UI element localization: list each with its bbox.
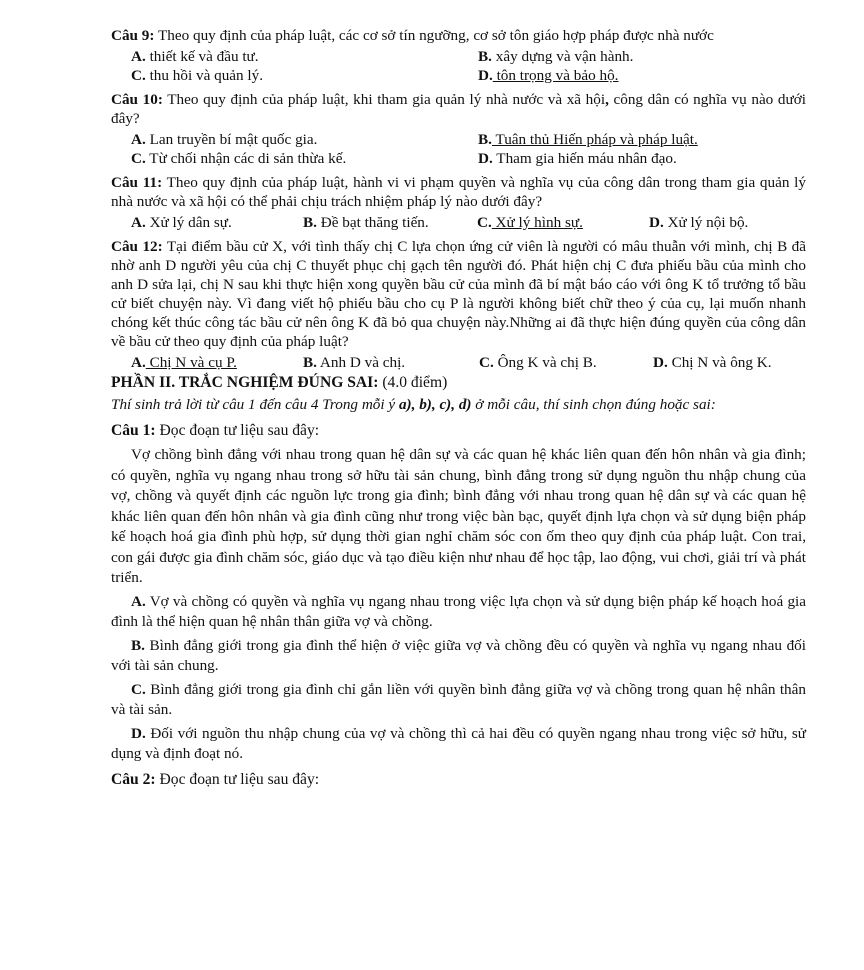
option-text: Xử lý hình sự. (491, 214, 583, 231)
question-10-text-2: công dân có nghĩa vụ nào dưới đây? (111, 91, 806, 127)
option-text: Tham gia hiến máu nhân đạo. (492, 150, 677, 167)
option-key: A. (131, 214, 146, 231)
question-9-text: Theo quy định của pháp luật, các cơ sở tín ngưỡng, cơ sở tôn giáo hợp pháp được nhà nước (154, 27, 714, 44)
instr-text-b: a), b), c), d) (398, 396, 472, 413)
q12-option-b[interactable] (303, 353, 479, 372)
option-text: Lan truyền bí mật quốc gia. (145, 131, 318, 148)
tf-question-1-text: Đọc đoạn tư liệu sau đây: (155, 422, 320, 439)
q11-option-a[interactable] (131, 213, 303, 232)
tf-question-1-label: Câu 1: (111, 422, 156, 439)
tf-question-1-heading (111, 421, 806, 441)
q11-option-b[interactable] (303, 213, 477, 232)
option-key: C. (131, 150, 146, 167)
tf-question-2-heading (111, 770, 806, 790)
option-text: Ông K và chị B. (493, 354, 597, 371)
option-key: C. (479, 354, 494, 371)
statement-text: Bình đẳng giới trong gia đình thể hiện ở việc giữa vợ và chồng đều có quyền và nghĩa vụ ngang nhau đối với tài sản chung. (111, 636, 806, 674)
question-12-options (111, 353, 806, 372)
option-text: Chị N và ông K. (667, 354, 772, 371)
option-text: thu hồi và quản lý. (145, 67, 264, 84)
option-key: B. (303, 354, 317, 371)
option-text: Xử lý dân sự. (145, 214, 232, 231)
option-key: A. (131, 354, 146, 371)
statement-text: Bình đẳng giới trong gia đình chỉ gắn liền với quyền bình đẳng giữa vợ và chồng trong quan hệ nhân thân và tài sản. (111, 680, 806, 718)
q12-option-c[interactable] (479, 353, 653, 372)
part-2-instructions (111, 395, 806, 415)
exam-page (111, 26, 806, 790)
option-text: thiết kế và đầu tư. (145, 48, 259, 65)
option-key: D. (478, 67, 493, 84)
statement-text: Vợ và chồng có quyền và nghĩa vụ ngang nhau trong việc lựa chọn và sử dụng biện pháp kế hoạch hoá gia đình là thể hiện quan hệ nhân thân giữa vợ và chồng. (111, 592, 806, 630)
question-12-text: Tại điểm bầu cử X, với tình thấy chị C lựa chọn ứng cử viên là người có mâu thuẫn với mình, chị B đã nhờ anh D người yêu của chị C thuyết phục chị gạch tên người đó. Phát hiện chị C đưa phiếu bầu của mình cho anh D sửa lại, chị N sau khi thực hiện xong quyền bầu cử của mình đã bí mật báo cáo với ông K tổ trưởng tổ bầu cử biết chuyện này. Vì đang viết hộ phiếu bầu cho cụ P là người không biết chữ theo ý của cụ, lại muốn nhanh chóng kết thúc công tác bầu cử nên ông K đã bỏ qua chuyện này.Những ai đã thực hiện đúng quyền của công dân về bầu cử theo quy định của pháp luật? (111, 238, 806, 350)
option-key: B. (478, 131, 492, 148)
statement-key: D. (131, 724, 146, 742)
q11-option-d[interactable] (649, 213, 748, 232)
question-10-options (111, 130, 806, 168)
question-11-label: Câu 11: (111, 174, 163, 191)
part-2-title: PHẦN II. TRẮC NGHIỆM ĐÚNG SAI: (111, 374, 379, 391)
question-10-comma: , (605, 91, 609, 108)
tf-question-1-passage: Vợ chồng bình đẳng với nhau trong quan hệ dân sự và các quan hệ khác liên quan đến hôn nhân và gia đình; có quyền, nghĩa vụ ngang nhau trong sở hữu tài sản chung, bình đẳng trong sử dụng nguồn thu nhập chung của vợ, chồng và quyết định các nguồn lực trong gia đình; bình đẳng với nhau trong quan hệ dân sự và các quan hệ khác liên quan đến hôn nhân và gia đình cũng như trong việc bàn bạc, quyết định lựa chọn và sử dụng biện pháp kế hoạch hoá gia đình phù hợp, sử dụng thời gian nghỉ chăm sóc con ốm theo quy định của pháp luật. Con trai, con gái được gia đình chăm sóc, giáo dục và tạo điều kiện như nhau để học tập, lao động, vui chơi, giải trí và phát triển. (111, 446, 806, 586)
tf-question-2-text: Đọc đoạn tư liệu sau đây: (155, 770, 320, 788)
instr-text-a: Thí sinh trả lời từ câu 1 đến câu 4 Trong mỗi ý (111, 396, 399, 413)
question-12 (111, 237, 806, 351)
option-key: C. (477, 214, 492, 231)
statement-key: C. (131, 680, 146, 698)
statement-key: A. (131, 592, 146, 610)
tf-question-2-label: Câu 2: (111, 770, 156, 788)
tf-statement-c[interactable] (111, 680, 806, 721)
statement-text: Đối với nguồn thu nhập chung của vợ và chồng thì cả hai đều có quyền ngang nhau trong việc sở hữu, sử dụng và định đoạt nó. (111, 724, 806, 762)
option-text: Chị N và cụ P. (145, 354, 237, 371)
question-11-text: Theo quy định của pháp luật, hành vi vi phạm quyền và nghĩa vụ của công dân trong tham gia quản lý nhà nước và xã hội có thể phải chịu trách nhiệm pháp lý nào dưới đây? (111, 174, 806, 210)
q9-option-b[interactable] (478, 47, 826, 66)
option-key: B. (478, 48, 492, 65)
question-12-label: Câu 12: (111, 238, 163, 255)
option-key: C. (131, 67, 146, 84)
option-key: D. (653, 354, 668, 371)
option-text: Đề bạt thăng tiến. (316, 214, 429, 231)
option-text: Xử lý nội bộ. (663, 214, 749, 231)
q9-option-a[interactable] (131, 47, 478, 66)
tf-statement-a[interactable] (111, 592, 806, 633)
part-2-points: (4.0 điểm) (378, 374, 448, 391)
instr-text-c: ở mỗi câu, thí sinh chọn đúng hoặc sai: (471, 396, 716, 413)
q10-option-d[interactable] (478, 149, 826, 168)
q11-option-c[interactable] (477, 213, 649, 232)
q10-option-c[interactable] (131, 149, 478, 168)
q10-option-a[interactable] (131, 130, 478, 149)
question-9-options (111, 47, 806, 85)
tf-statement-d[interactable] (111, 724, 806, 765)
part-2-heading (111, 373, 806, 393)
question-10 (111, 90, 806, 128)
option-text: tôn trọng và bảo hộ. (492, 67, 619, 84)
option-text: Tuân thủ Hiến pháp và pháp luật. (491, 131, 698, 148)
question-11 (111, 173, 806, 211)
statement-key: B. (131, 636, 145, 654)
question-9-label: Câu 9: (111, 27, 155, 44)
q10-option-b[interactable] (478, 130, 826, 149)
question-9 (111, 26, 806, 45)
q9-option-d[interactable] (478, 66, 826, 85)
question-11-options (111, 213, 806, 232)
question-10-label: Câu 10: (111, 91, 163, 108)
option-text: xây dựng và vận hành. (491, 48, 634, 65)
option-key: A. (131, 131, 146, 148)
q12-option-d[interactable] (653, 353, 772, 372)
q9-option-c[interactable] (131, 66, 478, 85)
option-key: D. (478, 150, 493, 167)
option-text: Anh D và chị. (316, 354, 406, 371)
option-key: D. (649, 214, 664, 231)
option-text: Từ chối nhận các di sản thừa kế. (145, 150, 347, 167)
option-key: A. (131, 48, 146, 65)
q12-option-a[interactable] (131, 353, 303, 372)
question-10-text: Theo quy định của pháp luật, khi tham gia quản lý nhà nước và xã hội (162, 91, 606, 108)
tf-statement-b[interactable] (111, 636, 806, 677)
option-key: B. (303, 214, 317, 231)
